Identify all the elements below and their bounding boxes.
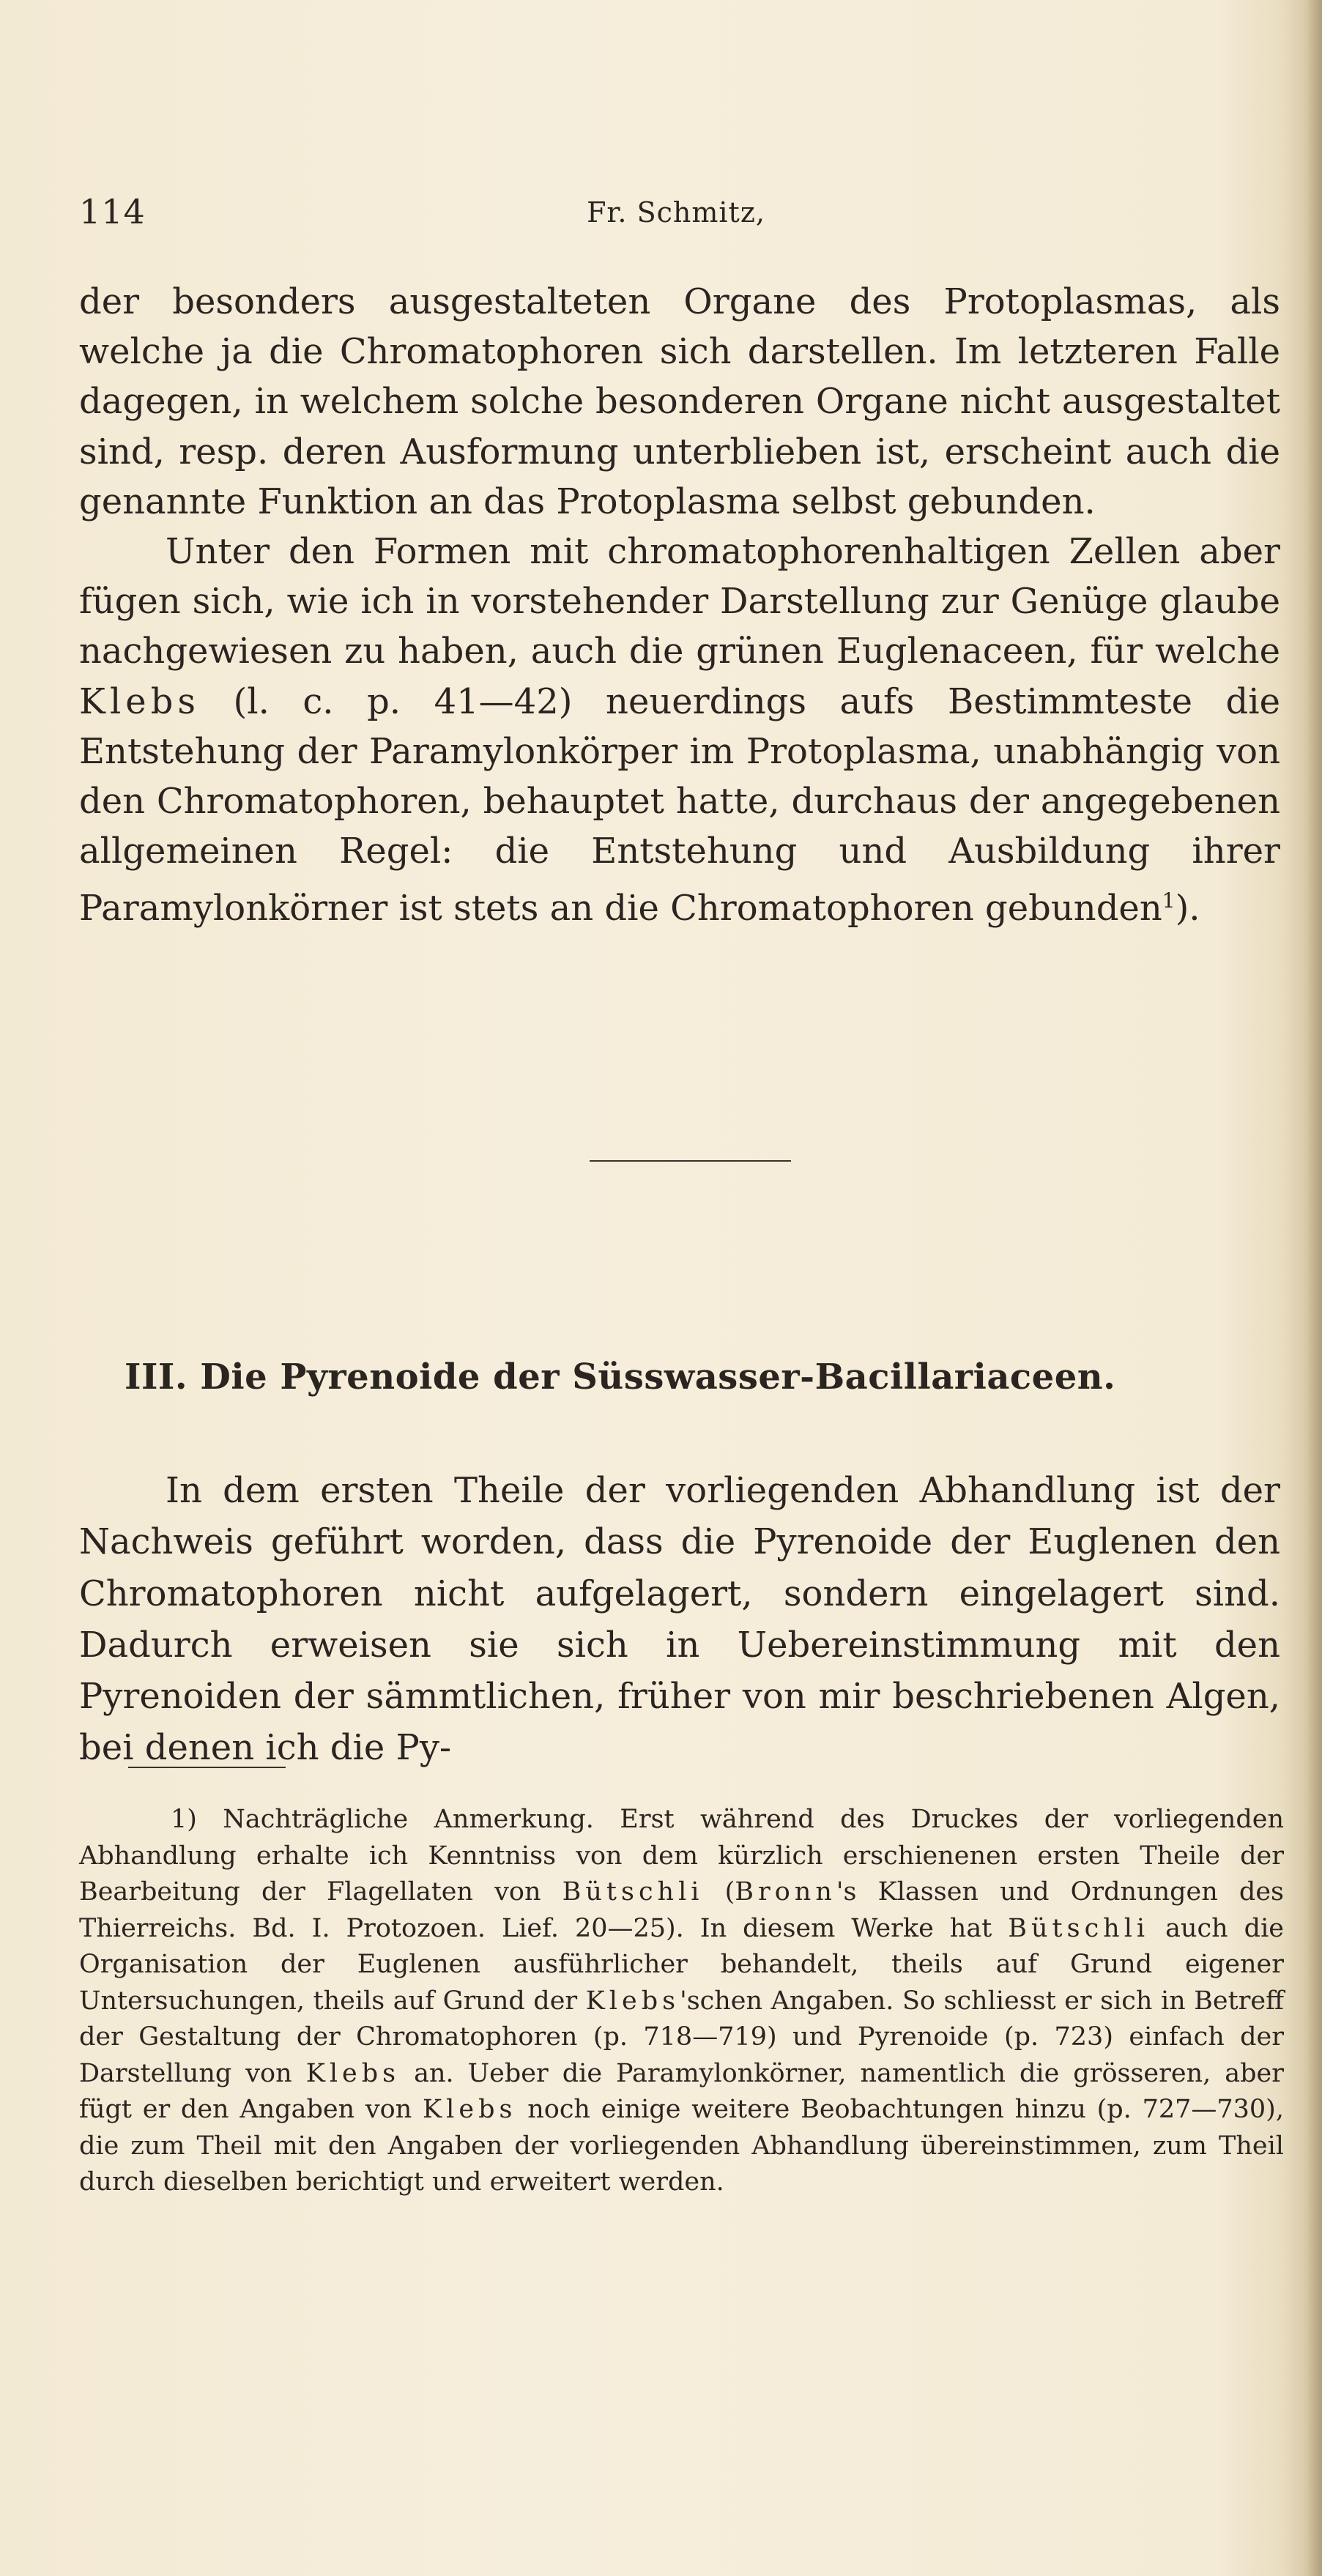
footnote [79,1802,1284,2201]
section-divider [590,1160,791,1162]
footnote-marker: 1 [1162,888,1176,913]
author-name: Bütschli [562,1877,704,1907]
main-text [79,277,1280,934]
author-name: Klebs [585,1986,680,2016]
author-name: Klebs [305,2058,401,2088]
footnote-text: 1) Nachträgliche Anmerkung. Erst während des Druckes der vorliegenden Abhandlung erhalte ich Kenntniss von dem kürzlich erschienenen ersten Theile der Bearbeitung der Flagellaten von [79,1805,1284,1907]
paragraph-text: (l. c. p. 41—42) neuerdings aufs Bestimmteste die Entstehung der Paramylonkörper im Protoplasma, unabhängig von den Chromatophoren, behauptet hatte, durchaus der angegebenen allgemeinen Regel: die Entstehung und Ausbildung ihrer Paramylonkörner ist stets an die Chromatophoren gebunden [79,680,1280,929]
author-name: Bütschli [1008,1913,1150,1943]
footnote-text: 'schen Angaben. So schliesst er sich in Betreff der Gestaltung der Chromatophoren (p. 718—719) und Pyrenoide (p. 723) einfach der Darstellung von [79,1986,1284,2088]
footnote-text: ( [724,1877,735,1907]
author-name: Bronn [735,1877,836,1907]
paragraph [79,527,1280,934]
continuation-paragraph: der besonders ausgestalteten Organe des Protoplasmas, als welche ja die Chromatophoren sich darstellen. Im letzteren Falle dagegen, in welchem solche besonderen Organe nicht ausgestaltet sind, resp. deren Ausformung unterblieben ist, erscheint auch die genannte Funktion an das Protoplasma selbst gebunden. [79,281,1280,522]
footnote-rule [128,1767,286,1768]
author-name: Klebs [423,2095,517,2124]
footnote-text: auch die Organisation der Euglenen ausführlicher behandelt, theils auf Grund eigener Untersuchungen, theils auf Grund der [79,1913,1284,2016]
running-head: Fr. Schmitz, [587,196,765,229]
section-text [79,1465,1280,1774]
footnote-text: an. Ueber die Paramylonkörner, namentlich die grösseren, aber fügt er den Angaben von [79,2058,1284,2124]
footnote-paragraph [79,1802,1284,2201]
footnote-text: 's Klassen und Ordnungen des Thierreichs. Bd. I. Protozoen. Lief. 20—25). In diesem Werke hat [79,1877,1284,1943]
section-paragraph: In dem ersten Theile der vorliegenden Abhandlung ist der Nachweis geführt worden, dass die Pyrenoide der Euglenen den Chromatophoren nicht aufgelagert, sondern eingelagert sind. Dadurch erweisen sie sich in Uebereinstimmung mit den Pyrenoiden der sämmtlichen, früher von mir beschriebenen Algen, bei denen ich die Py- [79,1470,1280,1769]
paragraph-text: ). [1175,888,1200,929]
paragraph-text: Unter den Formen mit chromatophorenhaltigen Zellen aber fügen sich, wie ich in vorstehender Darstellung zur Genüge glaube nachgewiesen zu haben, auch die grünen Euglenaceen, für welche [79,531,1280,672]
page-header [79,192,1273,243]
section-heading: III. Die Pyrenoide der Süsswasser-Bacillariaceen. [125,1356,1116,1398]
footnote-text: noch einige weitere Beobachtungen hinzu (p. 727—730), die zum Theil mit den Angaben der vorliegenden Abhandlung übereinstimmen, zum Theil durch dieselben berichtigt und erweitert werden. [79,2095,1284,2197]
page-edge-shadow [1306,0,1322,2576]
author-name: Klebs [79,680,200,722]
page-number: 114 [79,192,146,231]
